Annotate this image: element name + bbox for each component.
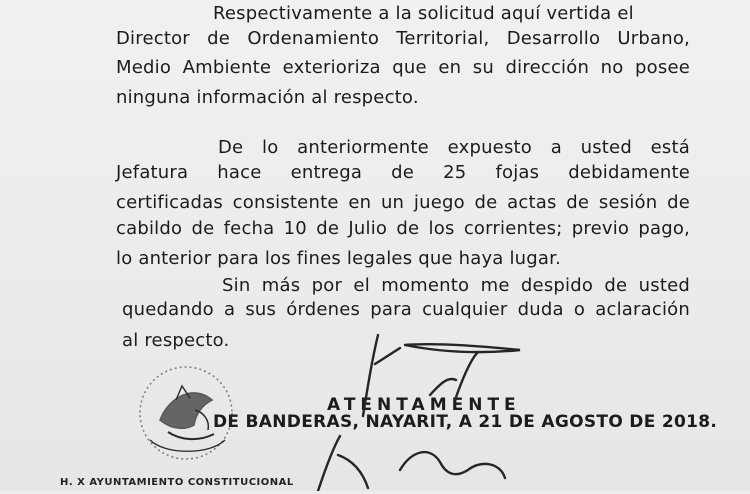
paragraph-1-line-3: Medio Ambiente exterioriza que en su dirección no posee [116,57,690,78]
eagle-seal-icon [140,367,232,459]
paragraph-3-line-3: al respecto. [122,330,230,351]
paragraph-3-line-2: quedando a sus órdenes para cualquier duda o aclaración [122,299,690,320]
paragraph-3-line-1: Sin más por el momento me despido de usted [222,275,690,296]
atentamente-heading: ATENTAMENTE [327,395,521,415]
paragraph-2-line-1: De lo anteriormente expuesto a usted está [218,137,690,158]
paragraph-2-line-2: Jefatura hace entrega de 25 fojas debidamente [116,162,690,183]
paragraph-1-line-1: Respectivamente a la solicitud aquí vertida el [213,3,634,24]
paragraph-2-line-5: lo anterior para los fines legales que haya lugar. [116,248,561,269]
paragraph-1-line-2: Director de Ordenamiento Territorial, Desarrollo Urbano, [116,28,690,49]
paragraph-2-line-3: certificadas consistente en un juego de actas de sesión de [116,192,690,213]
seal-caption-line-1: H. X AYUNTAMIENTO CONSTITUCIONAL [60,477,294,488]
paragraph-2-line-4: cabildo de fecha 10 de Julio de los corrientes; previo pago, [116,218,690,239]
signature [318,335,520,491]
place-and-date: DE BANDERAS, NAYARIT, A 21 DE AGOSTO DE 2018. [213,412,718,432]
paragraph-1-line-4: ninguna información al respecto. [116,87,419,108]
